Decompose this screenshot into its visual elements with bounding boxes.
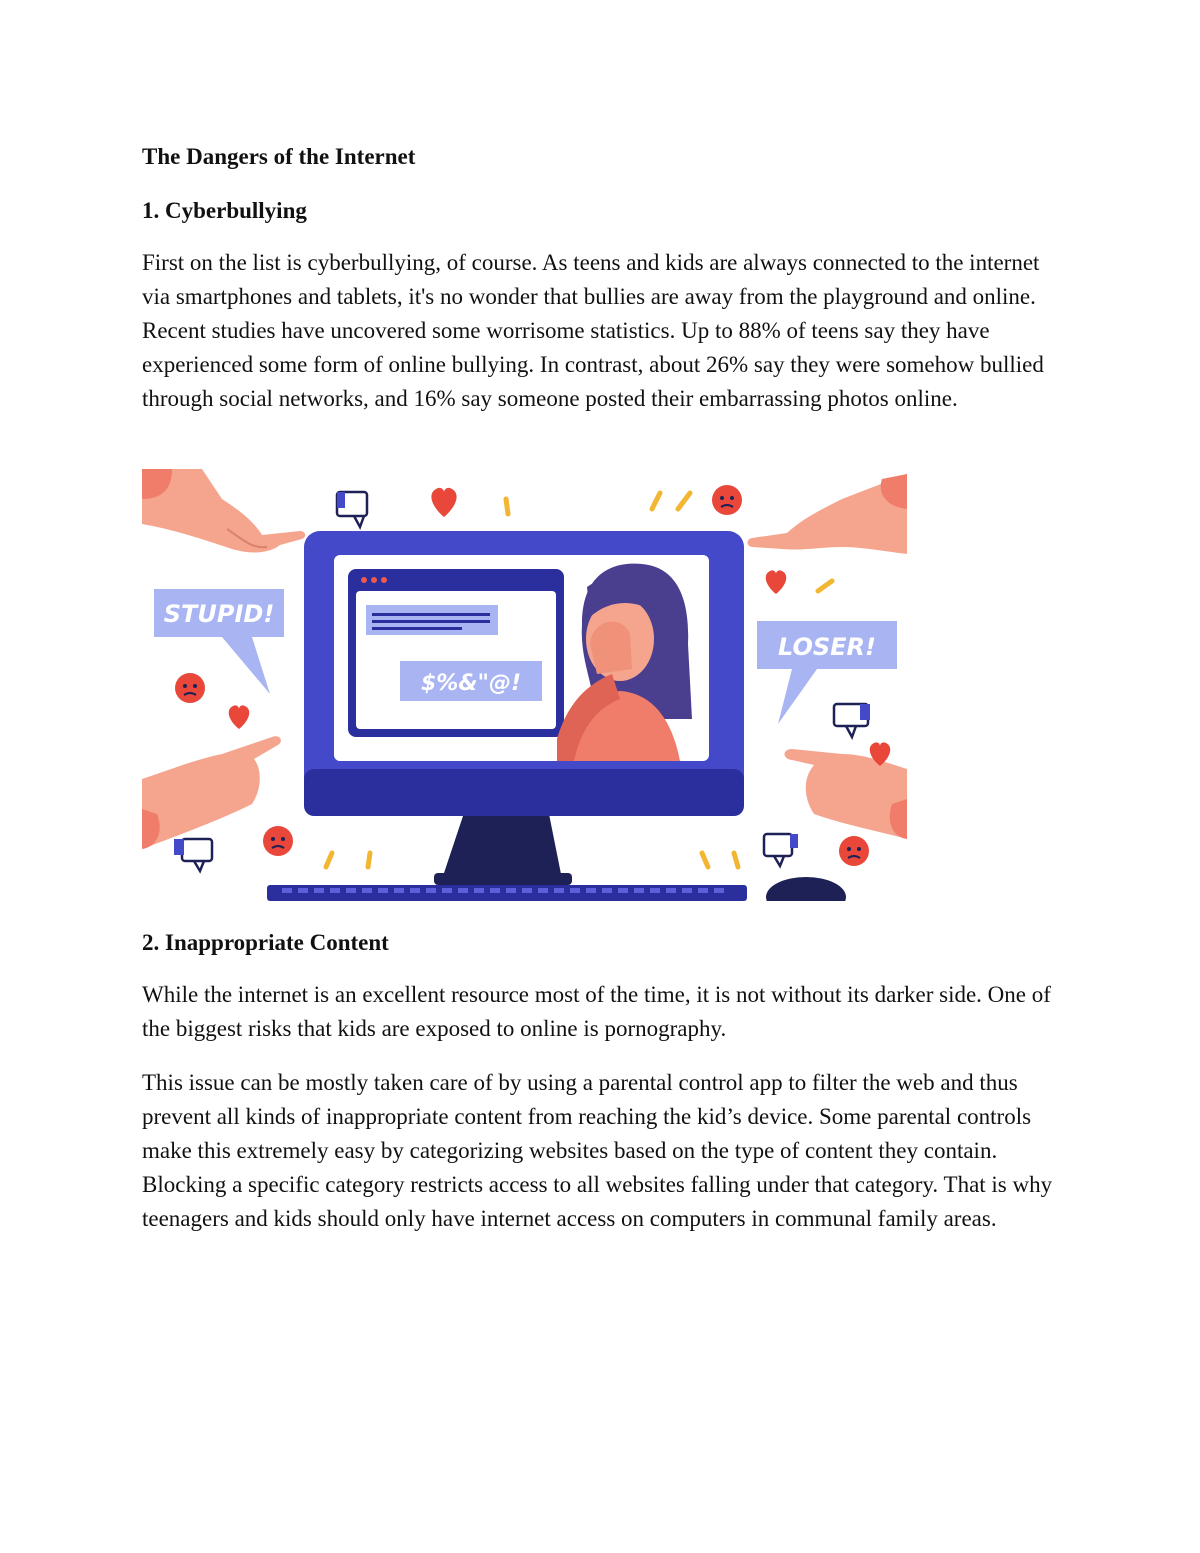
- broken-heart-icon: [229, 705, 250, 729]
- speech-bubble-stupid-text: STUPID!: [163, 600, 275, 628]
- thumbs-down-icon: [764, 834, 798, 866]
- section-heading-cyberbullying: 1. Cyberbullying: [142, 198, 307, 223]
- thumbs-down-icon: [337, 492, 367, 527]
- speech-bubble-loser-text: LOSER!: [778, 633, 876, 661]
- speech-bubble-loser: [757, 621, 897, 724]
- cyberbullying-paragraph: First on the list is cyberbullying, of course. As teens and kids are always connected to the internet via smartphones and tablets, it's no wonder that bullies are away from the playground and online. Recent studies have uncovered some worrisome statistics. Up to 88% of teens say they have experienced some form of online bullying. In contrast, about 26% say they were somehow bullied through social networks, and 16% say someone posted their embarrassing photos online.: [142, 250, 1044, 411]
- broken-heart-icon: [431, 488, 456, 517]
- angry-emoji-icon: [175, 673, 205, 703]
- screen-symbols-text: $%&"@!: [420, 671, 522, 696]
- inappropriate-content-paragraph-1: While the internet is an excellent resource most of the time, it is not without its darker side. One of the biggest risks that kids are exposed to online is pornography.: [142, 982, 1051, 1041]
- broken-heart-icon: [766, 570, 787, 594]
- pointing-hand-bottom-right: [785, 749, 908, 839]
- section-heading-inappropriate-content: 2. Inappropriate Content: [142, 930, 389, 955]
- thumbs-down-icon: [834, 704, 870, 737]
- pointing-hand-bottom-left: [142, 736, 281, 849]
- angry-emoji-icon: [263, 826, 293, 856]
- girl-hand: [590, 622, 632, 674]
- angry-emoji-icon: [839, 836, 869, 866]
- thumbs-down-icon: [174, 839, 212, 871]
- speech-bubble-stupid: [154, 589, 284, 694]
- mouse: [766, 877, 846, 901]
- cyberbullying-illustration: [142, 469, 907, 901]
- pointing-hand-top-right: [748, 474, 908, 554]
- inappropriate-content-paragraph-2: This issue can be mostly taken care of by using a parental control app to filter the web and thus prevent all kinds of inappropriate content from reaching the kid’s device. Some parental controls make this extremely easy by categorizing websites based on the type of content they contain. Blocking a specific category restricts access to all websites falling under that category. That is why teenagers and kids should only have internet access on computers in communal family areas.: [142, 1070, 1053, 1231]
- pointing-hand-top-left: [142, 469, 305, 552]
- angry-emoji-icon: [712, 485, 742, 515]
- document-title: The Dangers of the Internet: [142, 144, 416, 169]
